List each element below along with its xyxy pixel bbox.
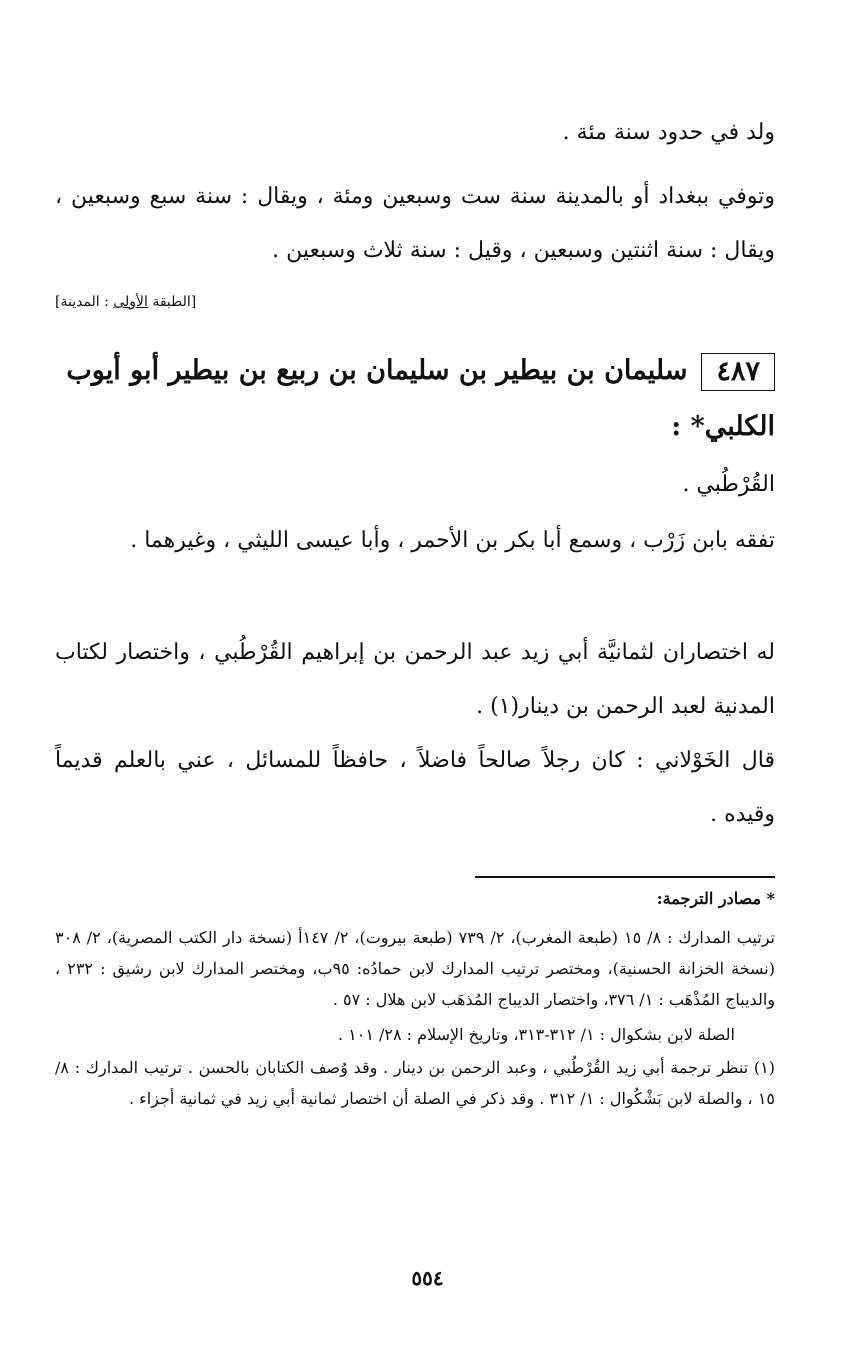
bracket: [ — [55, 294, 61, 310]
nisba-paragraph — [55, 458, 775, 512]
teachers-paragraph — [55, 514, 775, 568]
text-line: ولد في حدود سنة مئة . — [562, 120, 775, 145]
khawlani-paragraph — [55, 734, 775, 842]
entry-heading — [55, 343, 775, 455]
page-number: ٥٥٤ — [411, 1266, 444, 1290]
death-paragraph — [55, 170, 775, 278]
entry-number-box: ٤٨٧ — [701, 353, 775, 391]
footnote-1: (١) تنظر ترجمة أبي زيد القُرْطُبي ، وعبد الرحمن بن دينار . وقد وُصف الكتابان بالحسن . ترتيب المدارك : ٨/ ١٥ ، والصلة لابن بَشْكُوال : ١/ ٣١٢ . وقد ذكر في الصلة أن اختصار ثمانية أبي زيد في ثمانية أجزاء . — [55, 1058, 776, 1108]
text-line: تفقه بابن زَرْب ، وسمع أبا بكر بن الأحمر ، وأبا عيسى الليثي ، وغيرهما . — [130, 528, 775, 553]
tag-underlined: الأولى — [113, 294, 148, 310]
text-line: القُرْطُبي . — [682, 472, 775, 497]
footnote-divider — [475, 876, 775, 878]
sources-text: ترتيب المدارك : ٨/ ١٥ (طبعة المغرب)، ٢/ ٧٣٩ (طبعة بيروت)، ٢/ ١٤٧أ (نسخة دار الكتب المصرية)، ٢/ ٣٠٨ (نسخة الخزانة الحسنية)، ومختصر ترتيب المدارك لابن حمادُه: ٩٥ب، ومختصر المدارك لابن رشيق : ٢٣٢ ، والديباج المُذْهَب : ١/ ٣٧٦، واختصار الديباج المُذهَب لابن هلال : ٥٧ . — [55, 928, 776, 1009]
sources-heading: * مصادر الترجمة: — [656, 889, 775, 908]
text-line: وتوفي ببغداد أو بالمدينة سنة ست وسبعين ومئة ، ويقال : سنة سبع وسبعين ، ويقال : سنة اثنتين وسبعين ، وقيل : سنة ثلاث وسبعين . — [55, 184, 775, 263]
works-paragraph — [55, 626, 775, 734]
tag-after: : المدينة — [60, 294, 114, 310]
bracket: ] — [190, 294, 197, 310]
tag-before: الطبقة — [147, 294, 191, 310]
text-line: له اختصاران لثمانيَّة أبي زيد عبد الرحمن بن إبراهيم القُرْطُبي ، واختصار لكتاب المدنية لعبد الرحمن بن دينار(١) . — [55, 640, 775, 719]
entry-title: سليمان بن بيطير بن سليمان بن ربيع بن بيطير أبو أيوب الكلبي — [66, 355, 775, 442]
footnotes — [55, 883, 775, 1114]
entry-marker: * : — [671, 411, 705, 442]
category-tag — [55, 292, 775, 312]
text-line: قال الخَوْلاني : كان رجلاً صالحاً فاضلاً ، حافظاً للمسائل ، عني بالعلم قديماً وقيده . — [55, 748, 775, 827]
birth-paragraph — [55, 106, 775, 160]
sources-text-2: الصلة لابن بشكوال : ١/ ٣١٢-٣١٣، وتاريخ الإسلام : ٢٨/ ١٠١ . — [337, 1025, 735, 1044]
